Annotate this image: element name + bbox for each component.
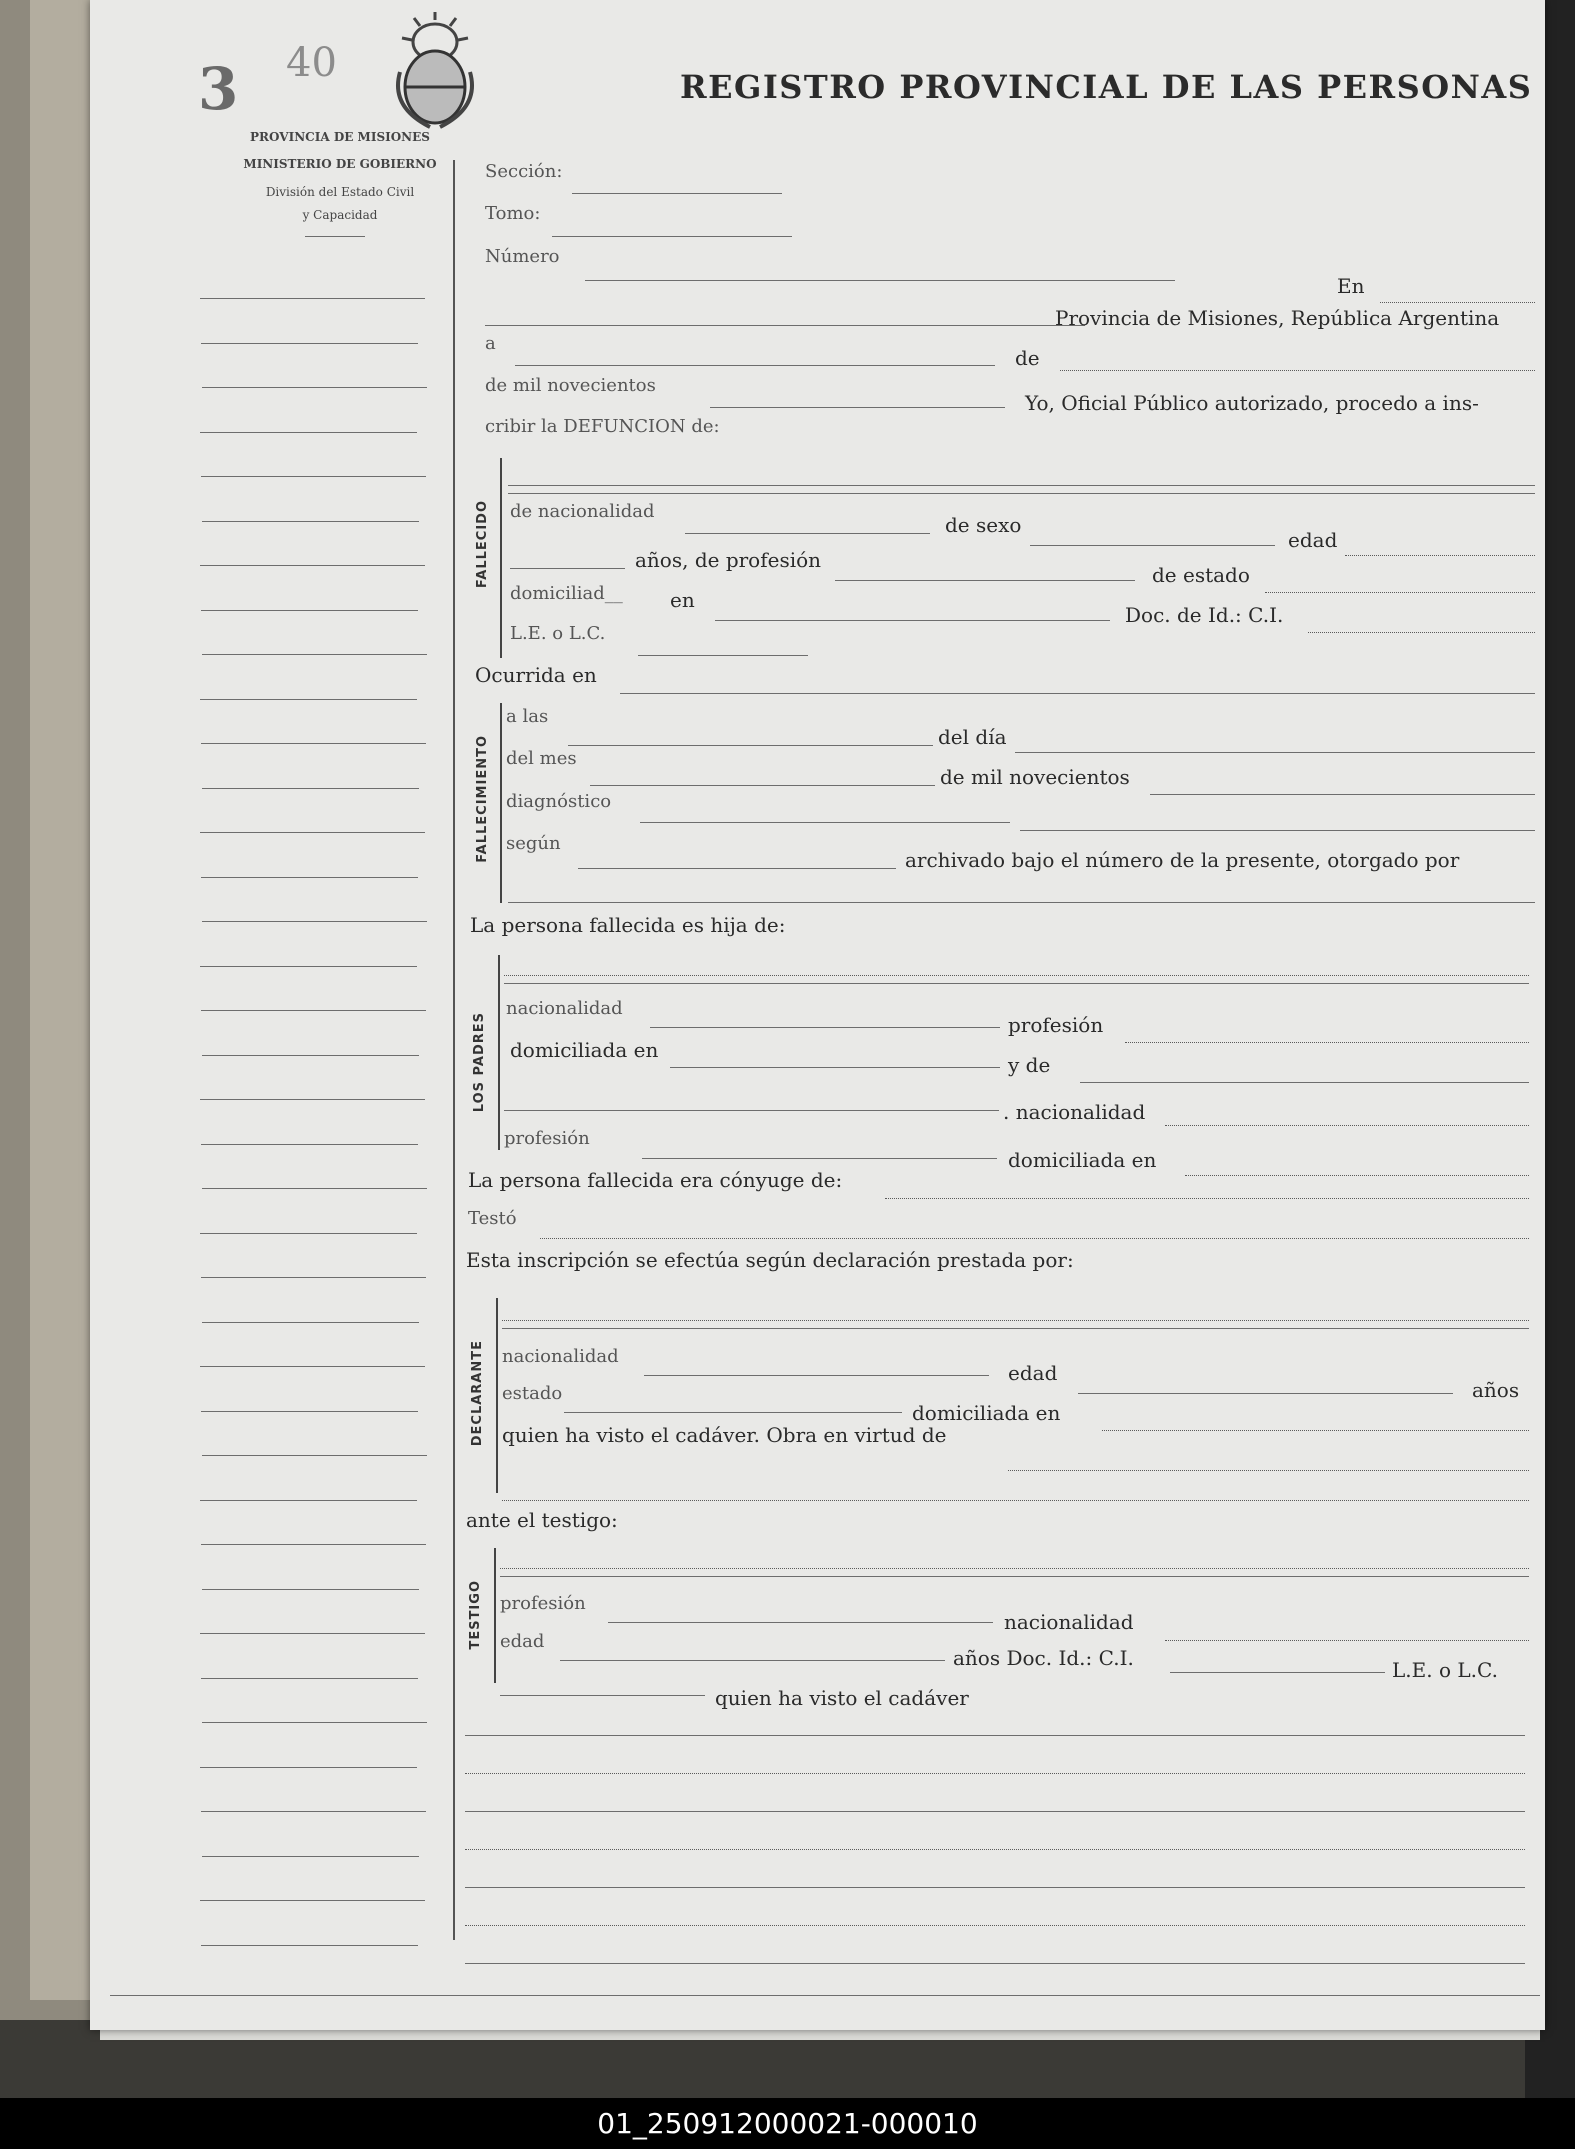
field-madre-domicilio[interactable] (1185, 1175, 1529, 1176)
margin-note-line[interactable] (202, 921, 427, 922)
label-madre-nacionalidad: . nacionalidad (1003, 1100, 1146, 1124)
margin-note-line[interactable] (201, 1544, 426, 1545)
header-province: PROVINCIA DE MISIONES (250, 130, 430, 144)
margin-note-line[interactable] (201, 1411, 418, 1412)
field-dia[interactable] (1015, 752, 1535, 753)
margin-note-line[interactable] (202, 788, 419, 789)
label-declarante-nacionalidad: nacionalidad (502, 1346, 619, 1367)
label-inscripcion: Esta inscripción se efectúa según declaración prestada por: (466, 1248, 1074, 1272)
field-de[interactable] (1060, 370, 1535, 371)
field-le-lc-fallecido[interactable] (638, 655, 808, 656)
field-padre-nacionalidad[interactable] (650, 1027, 1000, 1028)
margin-note-line[interactable] (201, 343, 418, 344)
field-conyuge[interactable] (885, 1198, 1529, 1199)
field-madre-profesion[interactable] (642, 1158, 997, 1159)
label-domiciliad: domiciliad__ (510, 583, 623, 604)
header-division: División del Estado Civil (265, 185, 415, 199)
page-stamp-number: 3 (198, 55, 239, 123)
margin-note-line[interactable] (202, 1055, 419, 1056)
field-nombre-fallecido-2 (508, 493, 1535, 494)
margin-note-line[interactable] (200, 832, 425, 833)
field-obra-en-virtud[interactable] (1008, 1470, 1529, 1471)
observation-line[interactable] (465, 1925, 1525, 1926)
label-madre-domiciliada: domiciliada en (1008, 1148, 1157, 1172)
label-seccion: Sección: (485, 161, 563, 182)
margin-note-line[interactable] (201, 610, 418, 611)
margin-note-line[interactable] (200, 1900, 425, 1901)
field-testigo-ci[interactable] (1170, 1672, 1385, 1673)
label-ocurrida-en: Ocurrida en (475, 663, 597, 687)
field-anio[interactable] (710, 407, 1005, 408)
label-declarante-quien: quien ha visto el cadáver. Obra en virtud de (502, 1423, 947, 1447)
footer-image-id: 01_250912000021-000010 (597, 2107, 978, 2140)
field-padre-profesion[interactable] (1125, 1042, 1529, 1043)
margin-divider (453, 160, 455, 1940)
label-doc-id: Doc. de Id.: C.I. (1125, 603, 1284, 627)
field-anios-fallecido[interactable] (510, 568, 625, 569)
bracket-fallecimiento (500, 703, 502, 903)
header-ministry: MINISTERIO DE GOBIERNO (243, 157, 437, 171)
margin-note-line[interactable] (201, 877, 418, 878)
label-testigo-edad: edad (500, 1631, 545, 1652)
field-testigo[interactable] (500, 1568, 1529, 1569)
label-archivado: archivado bajo el número de la presente, otorgado por (905, 848, 1460, 872)
margin-note-line[interactable] (202, 654, 427, 655)
label-cribir: cribir la DEFUNCION de: (485, 416, 720, 437)
field-testigo-le-lc[interactable] (500, 1695, 705, 1696)
label-le-lc: L.E. o L.C. (510, 623, 606, 644)
field-diagnostico-2[interactable] (1020, 830, 1535, 831)
margin-note-line[interactable] (200, 565, 425, 566)
section-label-testigo: TESTIGO (468, 1580, 483, 1650)
field-declarante-estado[interactable] (564, 1412, 902, 1413)
label-de-mil-novecientos-2: de mil novecientos (940, 765, 1130, 789)
field-nombre-fallecido[interactable] (508, 485, 1535, 486)
label-madre-profesion: profesión (504, 1128, 590, 1149)
label-declarante-anos: años (1472, 1378, 1520, 1402)
field-nacionalidad-fallecido[interactable] (685, 533, 930, 534)
field-madre-2[interactable] (504, 1110, 999, 1111)
field-estado-fallecido[interactable] (1265, 592, 1535, 593)
field-madre[interactable] (1080, 1082, 1529, 1083)
field-padre-underline (504, 983, 1529, 984)
field-declarante-nacionalidad[interactable] (644, 1375, 989, 1376)
margin-note-line[interactable] (200, 432, 417, 433)
label-provincia: Provincia de Misiones, República Argentina (1055, 306, 1500, 330)
margin-note-line[interactable] (201, 1010, 426, 1011)
margin-note-line[interactable] (202, 521, 419, 522)
field-profesion-fallecido[interactable] (835, 580, 1135, 581)
bracket-testigo (494, 1548, 496, 1683)
margin-note-line[interactable] (200, 1767, 417, 1768)
bracket-padres (498, 955, 500, 1150)
margin-note-line[interactable] (201, 1277, 426, 1278)
margin-note-line[interactable] (201, 476, 426, 477)
label-testigo-le-lc: L.E. o L.C. (1392, 1658, 1498, 1682)
label-testigo-quien: quien ha visto el cadáver (715, 1686, 969, 1710)
field-segun[interactable] (578, 868, 896, 869)
margin-note-line[interactable] (202, 1589, 419, 1590)
field-domicilio-fallecido[interactable] (715, 620, 1110, 621)
label-conyuge: La persona fallecida era cónyuge de: (468, 1168, 843, 1192)
margin-note-line[interactable] (200, 1633, 425, 1634)
label-yo-oficial: Yo, Oficial Público autorizado, procedo a ins- (1025, 391, 1479, 415)
form-sheet (90, 0, 1545, 2030)
label-hija-de: La persona fallecida es hija de: (470, 913, 786, 937)
label-padre-nacionalidad: nacionalidad (506, 998, 623, 1019)
field-sexo[interactable] (1030, 545, 1275, 546)
field-declarante-domicilio[interactable] (1102, 1430, 1529, 1431)
label-testo: Testó (468, 1208, 517, 1229)
label-ante-testigo: ante el testigo: (466, 1508, 618, 1532)
section-label-fallecimiento: FALLECIMIENTO (475, 735, 490, 863)
label-declarante-estado: estado (502, 1383, 563, 1404)
header-division-2: y Capacidad (302, 208, 378, 222)
field-testigo-edad[interactable] (560, 1660, 945, 1661)
field-testigo-underline (500, 1576, 1529, 1577)
page-bottom-rule (110, 1995, 1540, 1996)
label-en-domicilio: en (670, 588, 695, 612)
observation-line[interactable] (465, 1963, 1525, 1964)
margin-note-line[interactable] (200, 1099, 425, 1100)
field-diagnostico[interactable] (640, 822, 1010, 823)
margin-note-line[interactable] (202, 1322, 419, 1323)
field-ocurrida-en[interactable] (620, 693, 1535, 694)
label-padre-domiciliada: domiciliada en (510, 1038, 659, 1062)
label-y-de: y de (1008, 1053, 1051, 1077)
observation-line[interactable] (465, 1735, 1525, 1736)
label-declarante-edad: edad (1008, 1361, 1058, 1385)
bracket-fallecido (500, 458, 502, 658)
label-de: de (1015, 346, 1040, 370)
field-madre-nacionalidad[interactable] (1165, 1125, 1529, 1126)
field-a[interactable] (515, 365, 995, 366)
field-declarante[interactable] (502, 1320, 1529, 1321)
label-tomo: Tomo: (485, 203, 541, 224)
margin-note-line[interactable] (202, 1856, 419, 1857)
label-a-las: a las (506, 706, 549, 727)
field-testigo-profesion[interactable] (608, 1622, 993, 1623)
margin-note-line[interactable] (200, 298, 425, 299)
label-de-estado: de estado (1152, 563, 1250, 587)
label-del-dia: del día (938, 725, 1007, 749)
label-anos-profesion: años, de profesión (635, 548, 822, 572)
observation-line[interactable] (465, 1811, 1525, 1812)
label-a: a (485, 333, 496, 354)
field-hora[interactable] (568, 745, 933, 746)
section-label-fallecido: FALLECIDO (475, 500, 490, 589)
label-testigo-anos-doc: años Doc. Id.: C.I. (953, 1646, 1134, 1670)
section-label-padres: LOS PADRES (472, 1012, 487, 1113)
margin-note-line[interactable] (201, 1678, 418, 1679)
section-label-declarante: DECLARANTE (470, 1340, 485, 1447)
field-tomo[interactable] (552, 236, 792, 237)
field-padre[interactable] (504, 975, 1529, 976)
margin-note-line[interactable] (201, 1811, 426, 1812)
field-testigo-nacionalidad[interactable] (1165, 1640, 1529, 1641)
bracket-declarante (496, 1298, 498, 1493)
label-testigo-profesion: profesión (500, 1593, 586, 1614)
field-lugar[interactable] (485, 325, 1085, 326)
margin-note-line[interactable] (200, 699, 417, 700)
label-de-sexo: de sexo (945, 513, 1022, 537)
coat-of-arms-icon (390, 12, 480, 132)
label-padre-profesion: profesión (1008, 1013, 1104, 1037)
field-declarante-edad[interactable] (1078, 1393, 1453, 1394)
field-testo[interactable] (540, 1238, 1529, 1239)
margin-note-line[interactable] (200, 1500, 417, 1501)
label-edad-fallecido: edad (1288, 528, 1338, 552)
margin-note-line[interactable] (201, 743, 426, 744)
field-anio-fallecimiento[interactable] (1150, 794, 1535, 795)
label-diagnostico: diagnóstico (506, 791, 612, 812)
margin-note-line[interactable] (202, 1455, 427, 1456)
label-de-nacionalidad: de nacionalidad (510, 501, 655, 522)
label-testigo-nacionalidad: nacionalidad (1004, 1610, 1134, 1634)
margin-note-line[interactable] (200, 1233, 417, 1234)
observation-line[interactable] (465, 1887, 1525, 1888)
margin-note-line[interactable] (202, 1722, 427, 1723)
margin-note-line[interactable] (200, 1366, 425, 1367)
field-seccion[interactable] (572, 193, 782, 194)
field-edad-fallecido[interactable] (1345, 555, 1535, 556)
label-segun: según (506, 833, 561, 854)
label-en: En (1337, 274, 1365, 298)
margin-note-line[interactable] (201, 1144, 418, 1145)
label-de-mil-novecientos: de mil novecientos (485, 375, 656, 396)
page-title: REGISTRO PROVINCIAL DE LAS PERSONAS (680, 68, 1533, 106)
field-otorgado-por[interactable] (508, 902, 1535, 903)
header-underline (305, 236, 365, 237)
margin-note-line[interactable] (201, 1945, 418, 1946)
field-mes[interactable] (590, 785, 935, 786)
field-en[interactable] (1380, 302, 1535, 303)
field-numero[interactable] (585, 280, 1175, 281)
margin-note-line[interactable] (202, 1188, 427, 1189)
field-obra-en-virtud-2[interactable] (502, 1500, 1529, 1501)
page-stamp-number-2: 40 (286, 40, 337, 86)
field-ci-fallecido[interactable] (1308, 632, 1535, 633)
label-declarante-domiciliada: domiciliada en (912, 1401, 1061, 1425)
observation-line[interactable] (465, 1849, 1525, 1850)
field-padre-domicilio[interactable] (670, 1067, 1000, 1068)
margin-note-line[interactable] (200, 966, 417, 967)
label-numero: Número (485, 246, 560, 267)
field-declarante-underline (502, 1328, 1529, 1329)
label-del-mes: del mes (506, 748, 577, 769)
observation-line[interactable] (465, 1773, 1525, 1774)
margin-note-line[interactable] (202, 387, 427, 388)
